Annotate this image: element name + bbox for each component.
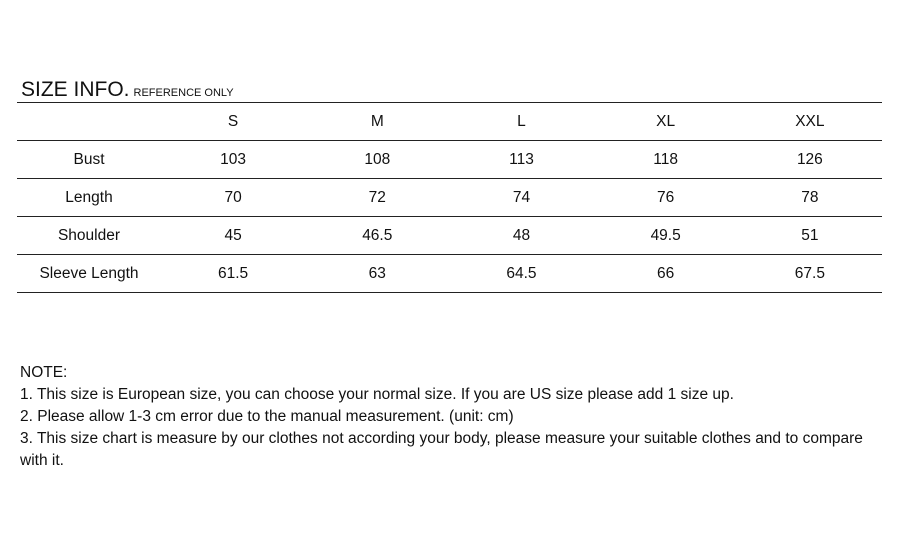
table-row <box>17 179 882 217</box>
table-header-cell: XL <box>656 112 676 130</box>
table-header-row <box>17 103 882 141</box>
table-row <box>17 141 882 179</box>
table-row <box>17 255 882 293</box>
table-cell: 78 <box>801 188 819 206</box>
note-item: 3. This size chart is measure by our clothes not according your body, please measure your suitable clothes and to compare with it. <box>20 430 863 469</box>
size-table <box>17 102 882 293</box>
table-cell: 61.5 <box>218 264 249 282</box>
size-info-subtitle: REFERENCE ONLY <box>133 87 234 99</box>
table-row-label: Length <box>65 188 113 206</box>
table-cell: 74 <box>512 188 531 206</box>
note-item: 1. This size is European size, you can choose your normal size. If you are US size please add 1 size up. <box>20 386 734 403</box>
table-row <box>17 217 882 255</box>
table-cell: 51 <box>801 226 819 244</box>
table-cell: 45 <box>224 226 242 244</box>
table-cell: 48 <box>512 226 531 244</box>
table-cell: 126 <box>796 150 823 168</box>
table-cell: 66 <box>657 264 675 282</box>
table-cell: 72 <box>368 188 386 206</box>
table-header-cell: XXL <box>795 112 825 130</box>
size-info-title: SIZE INFO. <box>21 78 130 101</box>
table-row-label: Shoulder <box>57 226 121 244</box>
table-row-label: Sleeve Length <box>39 264 139 282</box>
table-header-cell: M <box>370 112 384 130</box>
table-cell: 46.5 <box>362 226 393 244</box>
table-cell: 63 <box>368 264 386 282</box>
table-header-cell <box>17 103 161 141</box>
table-cell: 49.5 <box>650 226 681 244</box>
table-cell: 103 <box>220 150 247 168</box>
table-cell: 70 <box>224 188 242 206</box>
table-cell: 76 <box>657 188 675 206</box>
table-header-cell: S <box>227 112 239 130</box>
note-item: 2. Please allow 1-3 cm error due to the manual measurement. (unit: cm) <box>20 408 514 425</box>
size-info-heading <box>21 78 234 102</box>
table-cell: 113 <box>509 150 534 168</box>
table-cell: 118 <box>653 150 679 168</box>
notes-section <box>20 362 880 472</box>
table-cell: 67.5 <box>794 264 825 282</box>
notes-title: NOTE: <box>20 364 68 381</box>
table-header-cell: L <box>517 112 526 130</box>
table-row-label: Bust <box>73 150 105 168</box>
table-cell: 64.5 <box>506 264 537 282</box>
table-cell: 108 <box>364 150 391 168</box>
